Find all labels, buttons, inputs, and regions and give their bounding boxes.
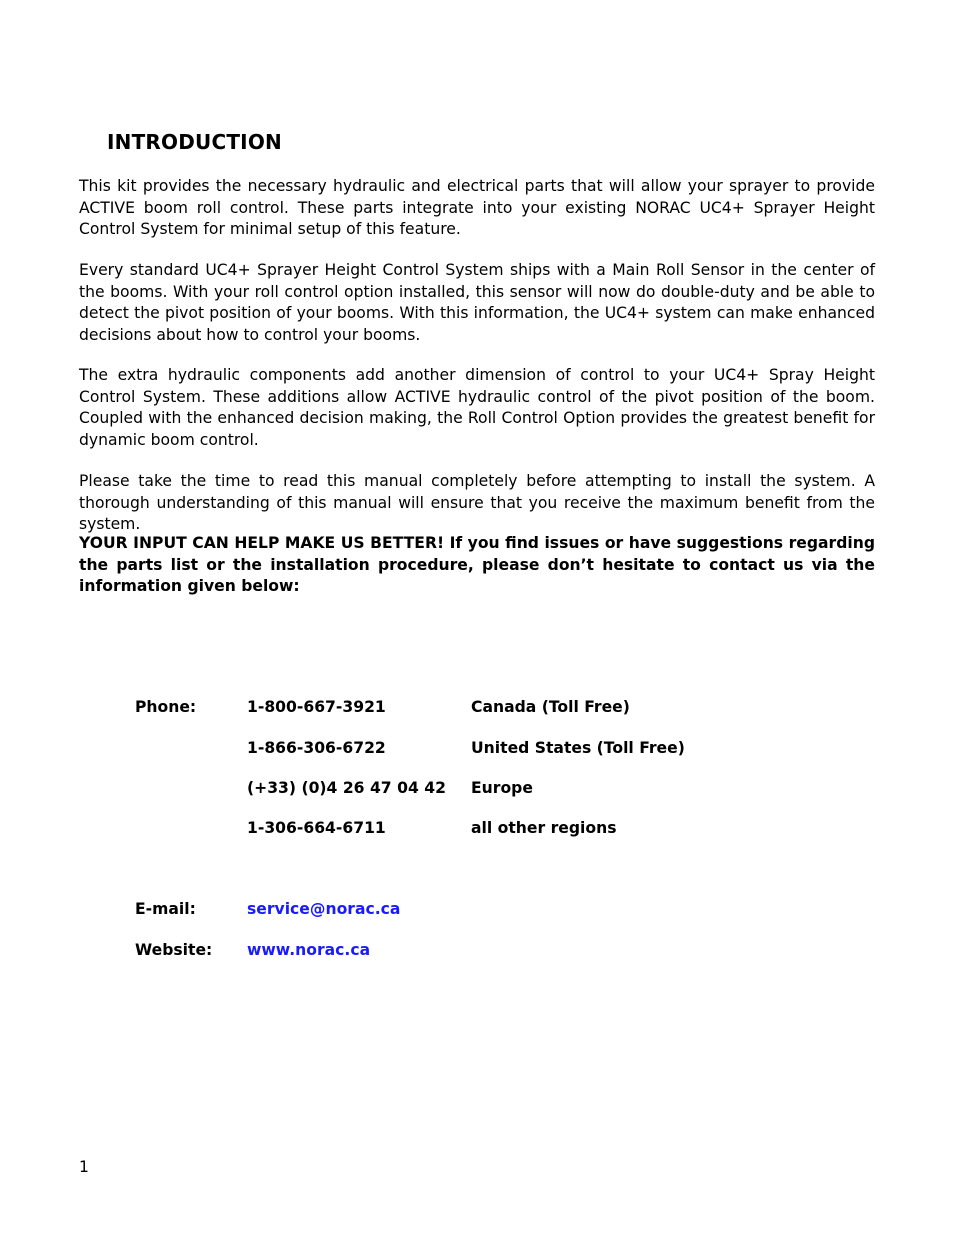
phone-region-europe: Europe: [471, 779, 533, 797]
email-link[interactable]: service@norac.ca: [247, 900, 401, 918]
section-heading: INTRODUCTION: [107, 130, 282, 154]
phone-number-canada: 1-800-667-3921: [247, 698, 386, 716]
email-label: E-mail:: [135, 900, 196, 918]
phone-number-other: 1-306-664-6711: [247, 819, 386, 837]
intro-paragraph-1: This kit provides the necessary hydraulic and electrical parts that will allow your sprayer to provide ACTIVE boom roll control. These parts integrate into your existing NORAC UC4+ Sprayer Height Control System for minimal setup of this feature.: [79, 177, 875, 238]
intro-paragraph-4: Please take the time to read this manual completely before attempting to install the system. A thorough understanding of this manual will ensure that you receive the maximum benefit from the system.: [79, 472, 875, 533]
phone-number-europe: (+33) (0)4 26 47 04 42: [247, 779, 446, 797]
feedback-paragraph: YOUR INPUT CAN HELP MAKE US BETTER! If you find issues or have suggestions regarding the parts list or the installation procedure, please don’t hesitate to contact us via the information given below:: [79, 534, 875, 595]
phone-label: Phone:: [135, 698, 197, 716]
website-link[interactable]: www.norac.ca: [247, 941, 371, 959]
intro-paragraph-3: The extra hydraulic components add another dimension of control to your UC4+ Spray Height Control System. These additions allow ACTIVE hydraulic control of the pivot position of the boom. Coupled with the enhanced decision making, the Roll Control Option provides the greatest benefit for dynamic boom control.: [79, 366, 875, 449]
phone-region-canada: Canada (Toll Free): [471, 698, 630, 716]
intro-paragraph-2: Every standard UC4+ Sprayer Height Control System ships with a Main Roll Sensor in the center of the booms. With your roll control option installed, this sensor will now do double-duty and be able to detect the pivot position of your booms. With this information, the UC4+ system can make enhanced decisions about how to control your booms.: [79, 261, 875, 344]
page-number: 1: [79, 1158, 89, 1176]
website-label: Website:: [135, 941, 213, 959]
phone-region-other: all other regions: [471, 819, 617, 837]
phone-region-us: United States (Toll Free): [471, 739, 685, 757]
phone-number-us: 1-866-306-6722: [247, 739, 386, 757]
